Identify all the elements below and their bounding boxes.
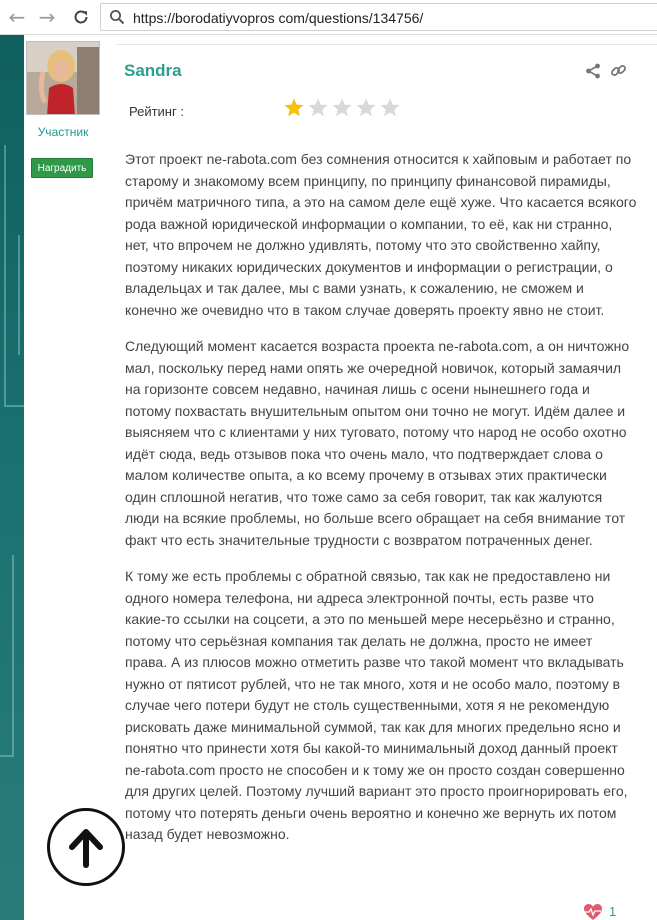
address-bar[interactable] — [100, 3, 657, 31]
rating-label: Рейтинг : — [129, 104, 184, 119]
user-role: Участник — [37, 125, 89, 139]
url-text[interactable]: https://borodatiyvopros com/questions/134756/ — [133, 10, 424, 26]
scroll-to-top-button[interactable] — [47, 808, 125, 886]
arrow-left-icon: ← — [8, 5, 26, 29]
like-count: 1 — [609, 904, 617, 919]
star-icon[interactable] — [355, 97, 377, 119]
back-button[interactable] — [4, 4, 30, 30]
avatar-image — [27, 42, 100, 115]
heartbeat-icon[interactable] — [583, 903, 603, 920]
answer-paragraph: К тому же есть проблемы с обратной связью, так как не предоставлено ни одного номера телефона, ни адреса электронной почты, есть разве что какие-то ссылки на соцсети, а это по меньшей мере несерьёзно и странно, потому что серьёзная компания так делать не должна, просто не имеет права. А из плюсов можно отметить разве что такой момент что вкладывать нужно от пятисот рублей, что не так много, хотя и не особо мало, поэтому в случае чего потери будут не столь существенными, хотя я не рекомендую рисковать даже минимальной суммой, так как для многих предельно ясно и понятно что принести хотя бы какой-то минимальный доход данный проект ne-rabota.com просто не способен и к тому же он просто создан совершенно для других целей. Поэтому лучший вариант это просто проигнорировать его, потому что потерять деньги очень вероятно и конечно же вернуть их потом назад будет невозможно. — [125, 568, 628, 842]
star-icon[interactable] — [379, 97, 401, 119]
browser-toolbar — [0, 0, 657, 35]
star-icon[interactable] — [331, 97, 353, 119]
link-icon[interactable] — [610, 62, 627, 79]
avatar[interactable] — [26, 41, 100, 115]
answer-text — [125, 149, 637, 861]
award-button[interactable]: Наградить — [31, 158, 93, 178]
page-background-strip — [0, 35, 24, 920]
answer-paragraph: Этот проект ne-rabota.com без сомнения относится к хайповым и работает по старому и знакомому всем принципу, по принципу финансовой пирамиды, причём матричного типа, а это на самом деле ещё хуже. Что касается всякого рода важной юридической информации о компании, то её, как ни странно, нет, что впрочем не должно удивлять, потому что это свойственно хайпу, поэтому никаких юридических документов и информации о регистрации, о владельцах и так далее, мы с вами узнать, к сожалению, не сможем и конечно же очевидно что в таком случае доверять проекту явно не стоит. — [125, 151, 637, 318]
forward-button[interactable] — [34, 4, 60, 30]
header-divider — [116, 44, 657, 45]
reload-button[interactable] — [68, 4, 94, 30]
answer-card — [24, 35, 657, 920]
arrow-right-icon: → — [38, 5, 56, 29]
reload-icon — [72, 8, 90, 26]
share-icon[interactable] — [585, 63, 601, 79]
star-icon[interactable] — [307, 97, 329, 119]
arrow-up-icon — [50, 811, 122, 883]
search-icon — [109, 9, 125, 25]
star-icon[interactable] — [283, 97, 305, 119]
author-name[interactable]: Sandra — [124, 61, 182, 80]
answer-paragraph: Следующий момент касается возраста проекта ne-rabota.com, а он ничтожно мал, поскольку перед нами опять же очередной новичок, который замаячил на горизонте совсем недавно, начиная лишь с осени нынешнего года и потому похвастать внушительным опытом они точно не могут. Идём далее и выясняем что с клиентами у них туговато, потому что народ не особо охотно идёт сюда, ведь отзывов пока что очень мало, что подтверждает слова о малом количестве опыта, а ко всему прочему в отзывах этих практически один сплошной негатив, что тоже само за себя говорит, так как жалуются люди на всякие проблемы, но больше всего обращает на себя внимание тот факт что есть значительные трудности с возвратом потраченных денег. — [125, 338, 630, 548]
